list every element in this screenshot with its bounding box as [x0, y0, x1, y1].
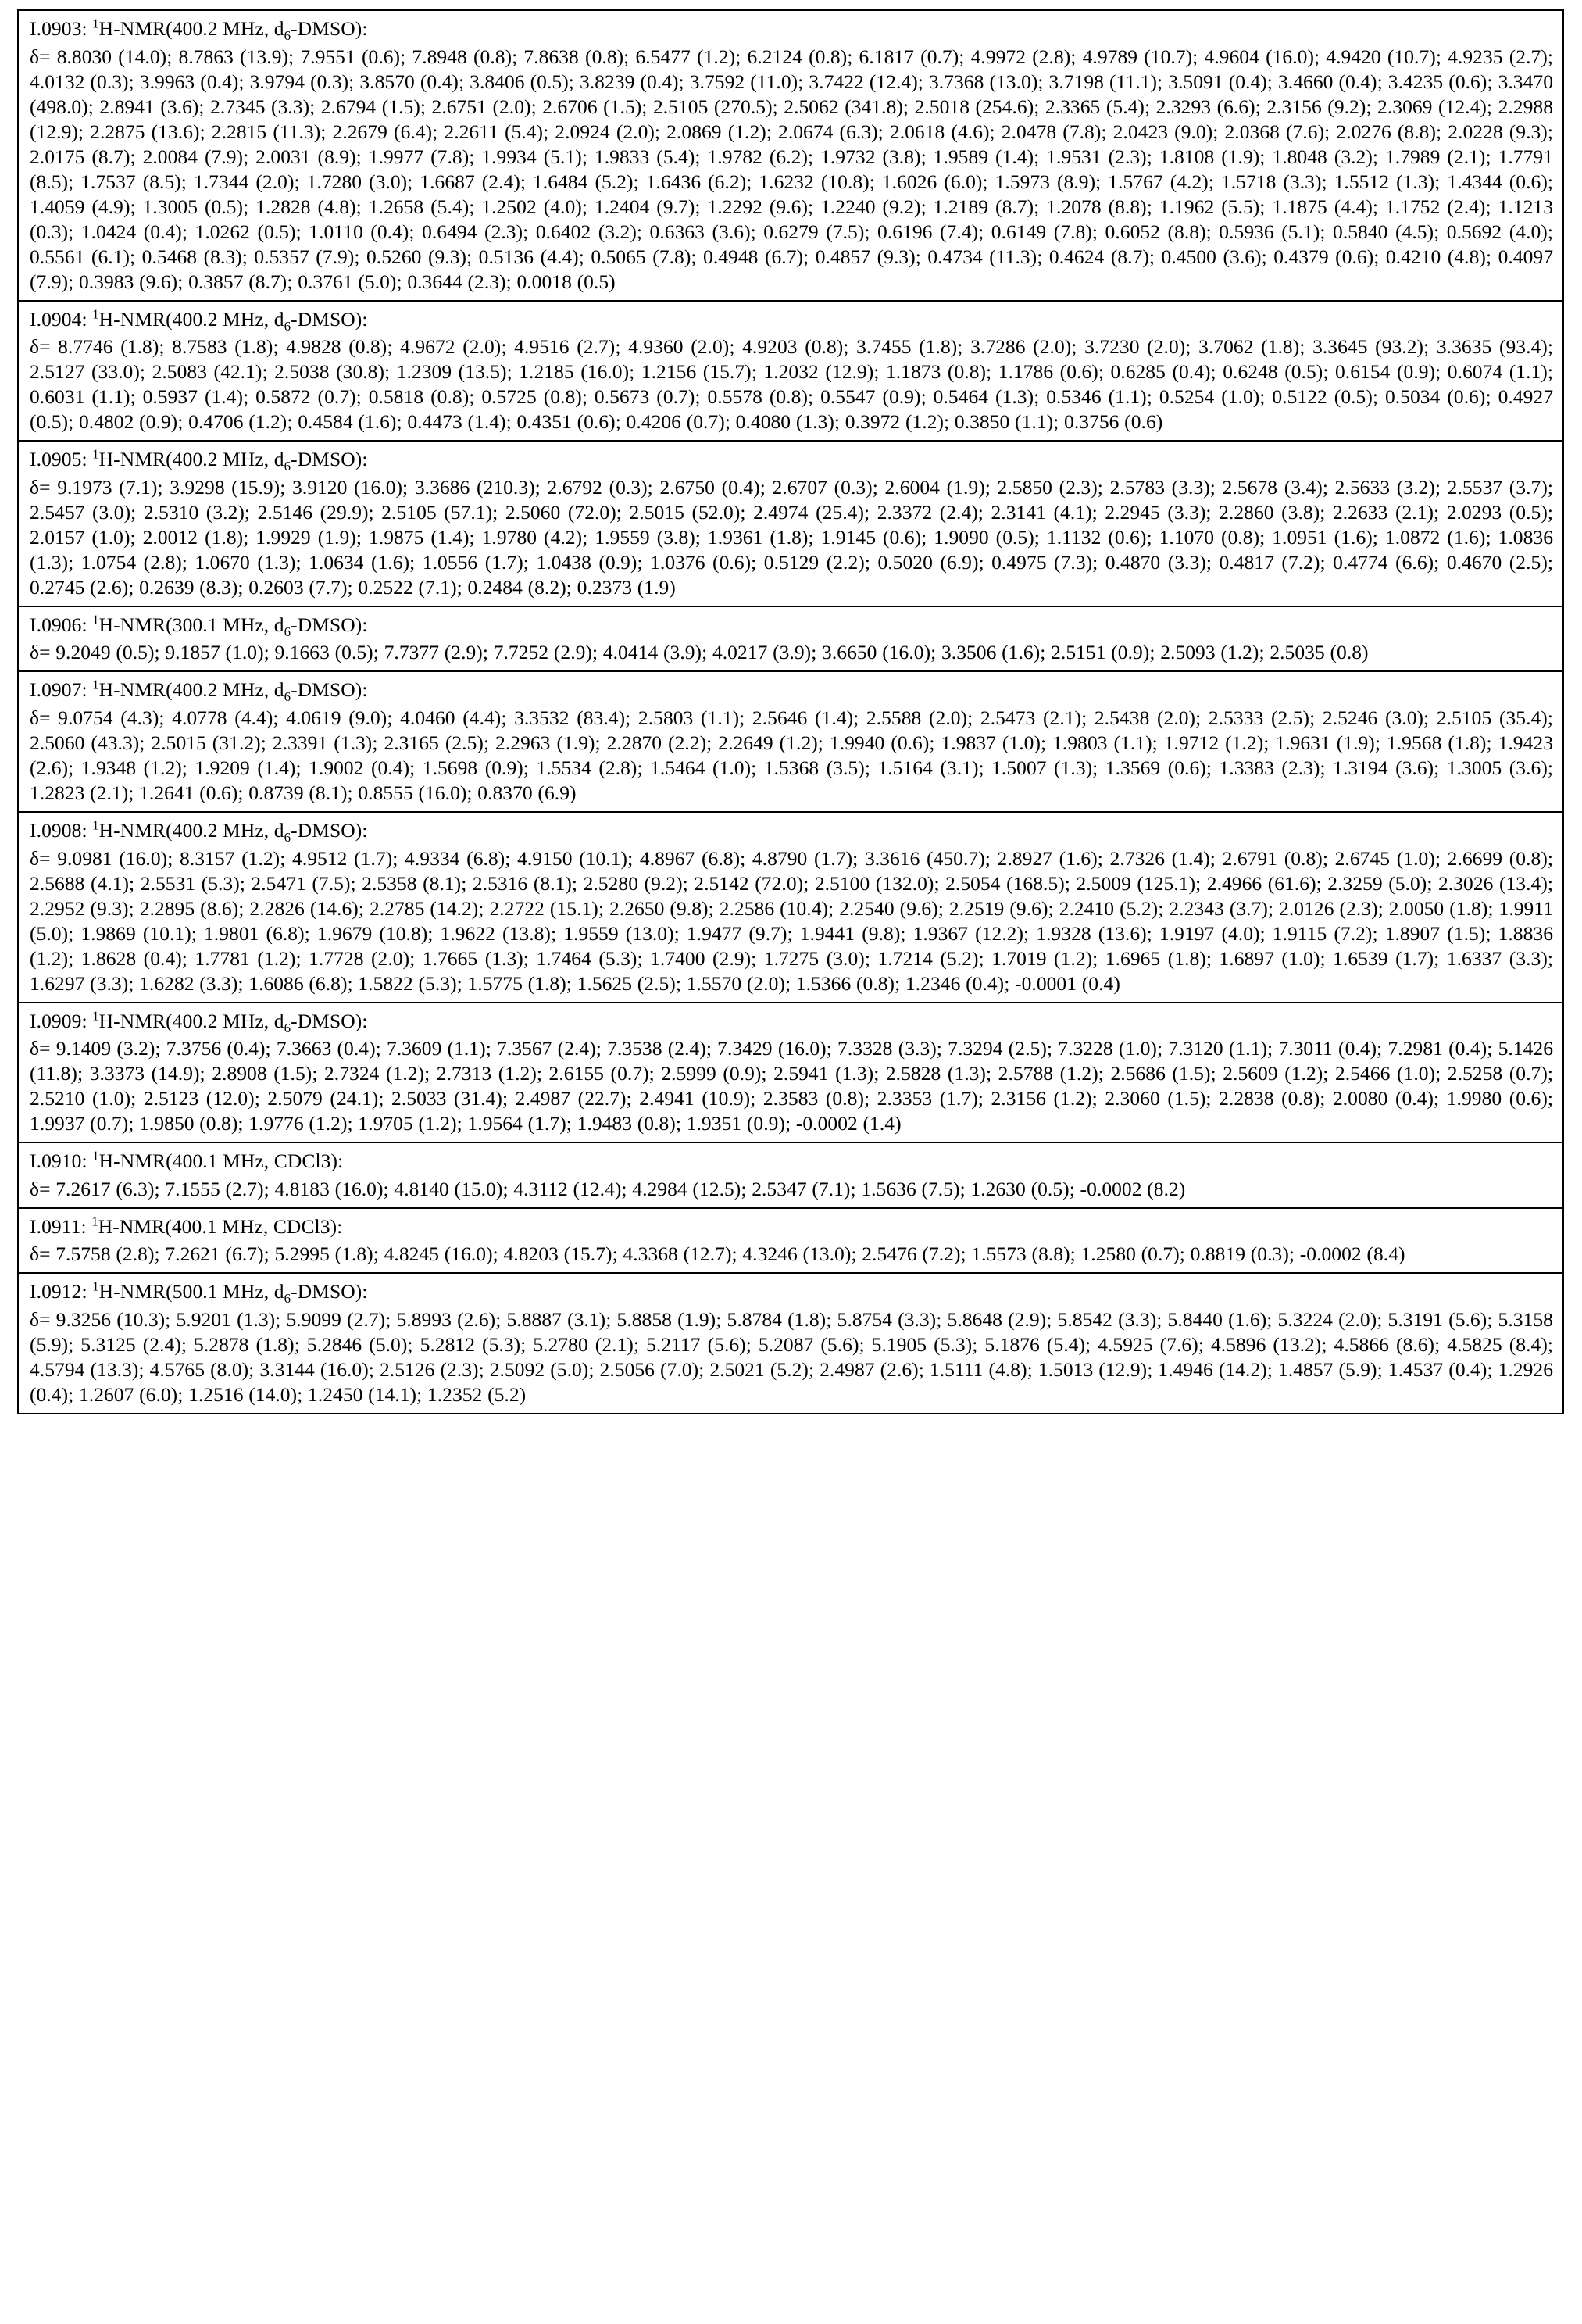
nmr-entry [19, 11, 1562, 302]
nmr-entry-shifts [19, 1035, 1562, 1142]
nmr-entry-header: I.0910: $^1$H-NMR(400.1 MHz, CDCl3): [30, 1148, 344, 1173]
nmr-entry-id: I.0905 [30, 448, 82, 471]
solvent-subscript: 6 [284, 1020, 291, 1035]
nmr-entry [19, 1143, 1562, 1209]
nmr-entry-id: I.0912 [30, 1280, 82, 1303]
solvent-subscript: 6 [284, 624, 291, 639]
nmr-entry-header: I.0905: $^1$H-NMR(400.2 MHz, $d_6-DMSO$): [30, 446, 368, 474]
delta-label: δ= [30, 45, 51, 68]
nucleus-superscript: 1 [92, 612, 99, 627]
delta-label: δ= [30, 335, 51, 359]
nmr-entry-id: I.0910 [30, 1149, 82, 1173]
nmr-technique-tail: -DMSO): [291, 613, 368, 636]
nmr-technique: H-NMR(300.1 MHz, d [98, 613, 284, 636]
nmr-technique: H-NMR(400.1 MHz, CDCl3): [98, 1149, 344, 1173]
nmr-entry [19, 1003, 1562, 1144]
nmr-technique: H-NMR(400.2 MHz, d [98, 448, 284, 471]
shift-values: 8.8030 (14.0); 8.7863 (13.9); 7.9551 (0.6); 7.8948 (0.8); 7.8638 (0.8); 6.5477 (1.2); 6.2124 (0.8); 6.1817 (0.7); 4.9972 (2.8); 4.9789 (10.7); 4.9604 (16.0); 4.9420 (10.7); 4.9235 (2.7); 4.0132 (0.3); 3.9963 (0.4); 3.9794 (0.3); 3.8570 (0.4); 3.8406 (0.5); 3.8239 (0.4); 3.7592 (11.0); 3.7422 (12.4); 3.7368 (13.0); 3.7198 (11.1); 3.5091 (0.4); 3.4660 (0.4); 3.4235 (0.6); 3.3470 (498.0); 2.8941 (3.6); 2.7345 (3.3); 2.6794 (1.5); 2.6751 (2.0); 2.6706 (1.5); 2.5105 (270.5); 2.5062 (341.8); 2.5018 (254.6); 2.3365 (5.4); 2.3293 (6.6); 2.3156 (9.2); 2.3069 (12.4); 2.2988 (12.9); 2.2875 (13.6); 2.2815 (11.3); 2.2679 (6.4); 2.2611 (5.4); 2.0924 (2.0); 2.0869 (1.2); 2.0674 (6.3); 2.0618 (4.6); 2.0478 (7.8); 2.0423 (9.0); 2.0368 (7.6); 2.0276 (8.8); 2.0228 (9.3); 2.0175 (8.7); 2.0084 (7.9); 2.0031 (8.9); 1.9977 (7.8); 1.9934 (5.1); 1.9833 (5.4); 1.9782 (6.2); 1.9732 (3.8); 1.9589 (1.4); 1.9531 (2.3); 1.8108 (1.9); 1.8048 (3.2); 1.7989 (2.1); 1.7791 (8.5); 1.7537 (8.5); 1.7344 (2.0); 1.7280 (3.0); 1.6687 (2.4); 1.6484 (5.2); 1.6436 (6.2); 1.6232 (10.8); 1.6026 (6.0); 1.5973 (8.9); 1.5767 (4.2); 1.5718 (3.3); 1.5512 (1.3); 1.4344 (0.6); 1.4059 (4.9); 1.3005 (0.5); 1.2828 (4.8); 1.2658 (5.4); 1.2502 (4.0); 1.2404 (9.7); 1.2292 (9.6); 1.2240 (9.2); 1.2189 (8.7); 1.2078 (8.8); 1.1962 (5.5); 1.1875 (4.4); 1.1752 (2.4); 1.1213 (0.3); 1.0424 (0.4); 1.0262 (0.5); 1.0110 (0.4); 0.6494 (2.3); 0.6402 (3.2); 0.6363 (3.6); 0.6279 (7.5); 0.6196 (7.4); 0.6149 (7.8); 0.6052 (8.8); 0.5936 (5.1); 0.5840 (4.5); 0.5692 (4.0); 0.5561 (6.1); 0.5468 (8.3); 0.5357 (7.9); 0.5260 (9.3); 0.5136 (4.4); 0.5065 (7.8); 0.4948 (6.7); 0.4857 (9.3); 0.4734 (11.3); 0.4624 (8.7); 0.4500 (3.6); 0.4379 (0.6); 0.4210 (4.8); 0.4097 (7.9); 0.3983 (9.6); 0.3857 (8.7); 0.3761 (5.0); 0.3644 (2.3); 0.0018 (0.5) [30, 45, 1553, 293]
nmr-technique-tail: -DMSO): [291, 448, 368, 471]
delta-label: δ= [30, 641, 51, 664]
nmr-entry-shifts [19, 1240, 1562, 1272]
nmr-entry-shifts [19, 704, 1562, 811]
nmr-entry [19, 442, 1562, 607]
solvent-subscript: 6 [284, 28, 291, 44]
delta-label: δ= [30, 475, 51, 499]
shift-values: 9.0754 (4.3); 4.0778 (4.4); 4.0619 (9.0); 4.0460 (4.4); 3.3532 (83.4); 2.5803 (1.1); 2.5646 (1.4); 2.5588 (2.0); 2.5473 (2.1); 2.5438 (2.0); 2.5333 (2.5); 2.5246 (3.0); 2.5105 (35.4); 2.5060 (43.3); 2.5015 (31.2); 2.3391 (1.3); 2.3165 (2.5); 2.2963 (1.9); 2.2870 (2.2); 2.2649 (1.2); 1.9940 (0.6); 1.9837 (1.0); 1.9803 (1.1); 1.9712 (1.2); 1.9631 (1.9); 1.9568 (1.8); 1.9423 (2.6); 1.9348 (1.2); 1.9209 (1.4); 1.9002 (0.4); 1.5698 (0.9); 1.5534 (2.8); 1.5464 (1.0); 1.5368 (3.5); 1.5164 (3.1); 1.5007 (1.3); 1.3569 (0.6); 1.3383 (2.3); 1.3194 (3.6); 1.3005 (3.6); 1.2823 (2.1); 1.2641 (0.6); 0.8739 (8.1); 0.8555 (16.0); 0.8370 (6.9) [30, 706, 1553, 805]
nmr-entry-header: I.0904: $^1$H-NMR(400.2 MHz, $d_6-DMSO$): [30, 306, 368, 334]
delta-label: δ= [30, 846, 51, 870]
nmr-technique: H-NMR(400.2 MHz, d [98, 678, 284, 702]
shift-values: 9.0981 (16.0); 8.3157 (1.2); 4.9512 (1.7); 4.9334 (6.8); 4.9150 (10.1); 4.8967 (6.8); 4.8790 (1.7); 3.3616 (450.7); 2.8927 (1.6); 2.7326 (1.4); 2.6791 (0.8); 2.6745 (1.0); 2.6699 (0.8); 2.5688 (4.1); 2.5531 (5.3); 2.5471 (7.5); 2.5358 (8.1); 2.5316 (8.1); 2.5280 (9.2); 2.5142 (72.0); 2.5100 (132.0); 2.5054 (168.5); 2.5009 (125.1); 2.4966 (61.6); 2.3259 (5.0); 2.3026 (13.4); 2.2952 (9.3); 2.2895 (8.6); 2.2826 (14.6); 2.2785 (14.2); 2.2722 (15.1); 2.2650 (9.8); 2.2586 (10.4); 2.2540 (9.6); 2.2519 (9.6); 2.2410 (5.2); 2.2343 (3.7); 2.0126 (2.3); 2.0050 (1.8); 1.9911 (5.0); 1.9869 (10.1); 1.9801 (6.8); 1.9679 (10.8); 1.9622 (13.8); 1.9559 (13.0); 1.9477 (9.7); 1.9441 (9.8); 1.9367 (12.2); 1.9328 (13.6); 1.9197 (4.0); 1.9115 (7.2); 1.8907 (1.5); 1.8836 (1.2); 1.8628 (0.4); 1.7781 (1.2); 1.7728 (2.0); 1.7665 (1.3); 1.7464 (5.3); 1.7400 (2.9); 1.7275 (3.0); 1.7214 (5.2); 1.7019 (1.2); 1.6965 (1.8); 1.6897 (1.0); 1.6539 (1.7); 1.6337 (3.3); 1.6297 (3.3); 1.6282 (3.3); 1.6086 (6.8); 1.5822 (5.3); 1.5775 (1.8); 1.5625 (2.5); 1.5570 (2.0); 1.5366 (0.8); 1.2346 (0.4); -0.0001 (0.4) [30, 846, 1553, 995]
nmr-technique: H-NMR(400.2 MHz, d [98, 307, 284, 331]
shift-values: 7.5758 (2.8); 7.2621 (6.7); 5.2995 (1.8); 4.8245 (16.0); 4.8203 (15.7); 4.3368 (12.7); 4.3246 (13.0); 2.5476 (7.2); 1.5573 (8.8); 1.2580 (0.7); 0.8819 (0.3); -0.0002 (8.4) [55, 1242, 1405, 1266]
shift-values: 9.1973 (7.1); 3.9298 (15.9); 3.9120 (16.0); 3.3686 (210.3); 2.6792 (0.3); 2.6750 (0.4); 2.6707 (0.3); 2.6004 (1.9); 2.5850 (2.3); 2.5783 (3.3); 2.5678 (3.4); 2.5633 (3.2); 2.5537 (3.7); 2.5457 (3.0); 2.5310 (3.2); 2.5146 (29.9); 2.5105 (57.1); 2.5060 (72.0); 2.5015 (52.0); 2.4974 (25.4); 2.3372 (2.4); 2.3141 (4.1); 2.2945 (3.3); 2.2860 (3.8); 2.2633 (2.1); 2.0293 (0.5); 2.0157 (1.0); 2.0012 (1.8); 1.9929 (1.9); 1.9875 (1.4); 1.9780 (4.2); 1.9559 (3.8); 1.9361 (1.8); 1.9145 (0.6); 1.9090 (0.5); 1.1132 (0.6); 1.1070 (0.8); 1.0951 (1.6); 1.0872 (1.6); 1.0836 (1.3); 1.0754 (2.8); 1.0670 (1.3); 1.0634 (1.6); 1.0556 (1.7); 1.0438 (0.9); 1.0376 (0.6); 0.5129 (2.2); 0.5020 (6.9); 0.4975 (7.3); 0.4870 (3.3); 0.4817 (7.2); 0.4774 (6.6); 0.4670 (2.5); 0.2745 (2.6); 0.2639 (8.3); 0.2603 (7.7); 0.2522 (7.1); 0.2484 (8.2); 0.2373 (1.9) [30, 475, 1553, 599]
nucleus-superscript: 1 [91, 1214, 98, 1229]
nmr-entry [19, 813, 1562, 1003]
nmr-entry-shifts [19, 638, 1562, 670]
nmr-entry [19, 1209, 1562, 1275]
nmr-entry-shifts [19, 43, 1562, 300]
nmr-entry-id: I.0904 [30, 307, 82, 331]
nmr-technique-tail: -DMSO): [291, 1280, 368, 1303]
nmr-entry-shifts [19, 845, 1562, 1002]
shift-values: 9.3256 (10.3); 5.9201 (1.3); 5.9099 (2.7); 5.8993 (2.6); 5.8887 (3.1); 5.8858 (1.9); 5.8784 (1.8); 5.8754 (3.3); 5.8648 (2.9); 5.8542 (3.3); 5.8440 (1.6); 5.3224 (2.0); 5.3191 (5.6); 5.3158 (5.9); 5.3125 (2.4); 5.2878 (1.8); 5.2846 (5.0); 5.2812 (5.3); 5.2780 (2.1); 5.2117 (5.6); 5.2087 (5.6); 5.1905 (5.3); 5.1876 (5.4); 4.5925 (7.6); 4.5896 (13.2); 4.5866 (8.6); 4.5825 (8.4); 4.5794 (13.3); 4.5765 (8.0); 3.3144 (16.0); 2.5126 (2.3); 2.5092 (5.0); 2.5056 (7.0); 2.5021 (5.2); 2.4987 (2.6); 1.5111 (4.8); 1.5013 (12.9); 1.4946 (14.2); 1.4857 (5.9); 1.4537 (0.4); 1.2926 (0.4); 1.2607 (6.0); 1.2516 (14.0); 1.2450 (14.1); 1.2352 (5.2) [30, 1308, 1553, 1407]
nmr-entry-header: I.0907: $^1$H-NMR(400.2 MHz, $d_6-DMSO$): [30, 677, 368, 705]
delta-label: δ= [30, 1308, 51, 1332]
nucleus-superscript: 1 [92, 16, 99, 31]
nucleus-superscript: 1 [92, 306, 99, 322]
solvent-subscript: 6 [284, 459, 291, 474]
shift-values: 9.2049 (0.5); 9.1857 (1.0); 9.1663 (0.5); 7.7377 (2.9); 7.7252 (2.9); 4.0414 (3.9); 4.0217 (3.9); 3.6650 (16.0); 3.3506 (1.6); 2.5151 (0.9); 2.5093 (1.2); 2.5035 (0.8) [55, 641, 1369, 664]
nmr-entry [19, 302, 1562, 442]
nmr-entries-table [17, 9, 1564, 1414]
nmr-technique-tail: -DMSO): [291, 307, 368, 331]
delta-label: δ= [30, 1177, 51, 1200]
nmr-technique-tail: -DMSO): [291, 819, 368, 842]
nmr-entry-id: I.0903 [30, 17, 82, 40]
nmr-entry [19, 672, 1562, 813]
nmr-technique: H-NMR(400.1 MHz, CDCl3): [98, 1214, 343, 1238]
solvent-subscript: 6 [284, 318, 291, 334]
nmr-technique: H-NMR(400.2 MHz, d [98, 819, 284, 842]
nmr-technique-tail: -DMSO): [291, 1009, 368, 1032]
nmr-entry-header: I.0908: $^1$H-NMR(400.2 MHz, $d_6-DMSO$): [30, 817, 368, 846]
nmr-technique: H-NMR(400.2 MHz, d [98, 17, 284, 40]
nmr-entry-id: I.0906 [30, 613, 82, 636]
nmr-entry-id: I.0908 [30, 819, 82, 842]
solvent-subscript: 6 [284, 689, 291, 705]
nucleus-superscript: 1 [92, 1008, 99, 1024]
nmr-technique-tail: -DMSO): [291, 678, 368, 702]
nucleus-superscript: 1 [92, 817, 99, 833]
nmr-entry-header: I.0911: $^1$H-NMR(400.1 MHz, CDCl3): [30, 1214, 343, 1238]
nmr-entry-shifts [19, 1306, 1562, 1413]
nmr-entry-id: I.0911 [30, 1214, 81, 1238]
delta-label: δ= [30, 1242, 51, 1266]
nmr-entry-shifts [19, 333, 1562, 440]
shift-values: 8.7746 (1.8); 8.7583 (1.8); 4.9828 (0.8); 4.9672 (2.0); 4.9516 (2.7); 4.9360 (2.0); 4.9203 (0.8); 3.7455 (1.8); 3.7286 (2.0); 3.7230 (2.0); 3.7062 (1.8); 3.3645 (93.2); 3.3635 (93.4); 2.5127 (33.0); 2.5083 (42.1); 2.5038 (30.8); 1.2309 (13.5); 1.2185 (16.0); 1.2156 (15.7); 1.2032 (12.9); 1.1873 (0.8); 1.1786 (0.6); 0.6285 (0.4); 0.6248 (0.5); 0.6154 (0.9); 0.6074 (1.1); 0.6031 (1.1); 0.5937 (1.4); 0.5872 (0.7); 0.5818 (0.8); 0.5725 (0.8); 0.5673 (0.7); 0.5578 (0.8); 0.5547 (0.9); 0.5464 (1.3); 0.5346 (1.1); 0.5254 (1.0); 0.5122 (0.5); 0.5034 (0.6); 0.4927 (0.5); 0.4802 (0.9); 0.4706 (1.2); 0.4584 (1.6); 0.4473 (1.4); 0.4351 (0.6); 0.4206 (0.7); 0.4080 (1.3); 0.3972 (1.2); 0.3850 (1.1); 0.3756 (0.6) [30, 335, 1553, 434]
nmr-entry-id: I.0907 [30, 678, 82, 702]
nmr-entry-header: I.0906: $^1$H-NMR(300.1 MHz, $d_6-DMSO$): [30, 612, 368, 639]
solvent-subscript: 6 [284, 1291, 291, 1307]
nmr-entry [19, 607, 1562, 673]
nmr-entry-header: I.0909: $^1$H-NMR(400.2 MHz, $d_6-DMSO$): [30, 1008, 368, 1035]
nmr-entry [19, 1274, 1562, 1413]
nucleus-superscript: 1 [92, 1148, 99, 1164]
nmr-technique: H-NMR(500.1 MHz, d [98, 1280, 284, 1303]
shift-values: 7.2617 (6.3); 7.1555 (2.7); 4.8183 (16.0); 4.8140 (15.0); 4.3112 (12.4); 4.2984 (12.5); 2.5347 (7.1); 1.5636 (7.5); 1.2630 (0.5); -0.0002 (8.2) [55, 1177, 1186, 1200]
nucleus-superscript: 1 [92, 446, 99, 462]
delta-label: δ= [30, 706, 51, 730]
nmr-technique: H-NMR(400.2 MHz, d [98, 1009, 284, 1032]
nmr-entry-shifts [19, 1175, 1562, 1207]
solvent-subscript: 6 [284, 830, 291, 846]
shift-values: 9.1409 (3.2); 7.3756 (0.4); 7.3663 (0.4); 7.3609 (1.1); 7.3567 (2.4); 7.3538 (2.4); 7.3429 (16.0); 7.3328 (3.3); 7.3294 (2.5); 7.3228 (1.0); 7.3120 (1.1); 7.3011 (0.4); 7.2981 (0.4); 5.1426 (11.8); 3.3373 (14.9); 2.8908 (1.5); 2.7324 (1.2); 2.7313 (1.2); 2.6155 (0.7); 2.5999 (0.9); 2.5941 (1.3); 2.5828 (1.3); 2.5788 (1.2); 2.5686 (1.5); 2.5609 (1.2); 2.5466 (1.0); 2.5258 (0.7); 2.5210 (1.0); 2.5123 (12.0); 2.5079 (24.1); 2.5033 (31.4); 2.4987 (22.7); 2.4941 (10.9); 2.3583 (0.8); 2.3353 (1.7); 2.3156 (1.2); 2.3060 (1.5); 2.2838 (0.8); 2.0080 (0.4); 1.9980 (0.6); 1.9937 (0.7); 1.9850 (0.8); 1.9776 (1.2); 1.9705 (1.2); 1.9564 (1.7); 1.9483 (0.8); 1.9351 (0.9); -0.0002 (1.4) [30, 1037, 1554, 1135]
nmr-entry-shifts [19, 474, 1562, 606]
nucleus-superscript: 1 [92, 677, 99, 692]
nmr-entry-header: I.0903: $^1$H-NMR(400.2 MHz, $d_6-DMSO$): [30, 16, 368, 44]
delta-label: δ= [30, 1037, 51, 1060]
nmr-entry-id: I.0909 [30, 1009, 82, 1032]
nucleus-superscript: 1 [92, 1278, 99, 1294]
nmr-technique-tail: -DMSO): [291, 17, 368, 40]
nmr-entry-header: I.0912: $^1$H-NMR(500.1 MHz, $d_6-DMSO$): [30, 1278, 368, 1307]
